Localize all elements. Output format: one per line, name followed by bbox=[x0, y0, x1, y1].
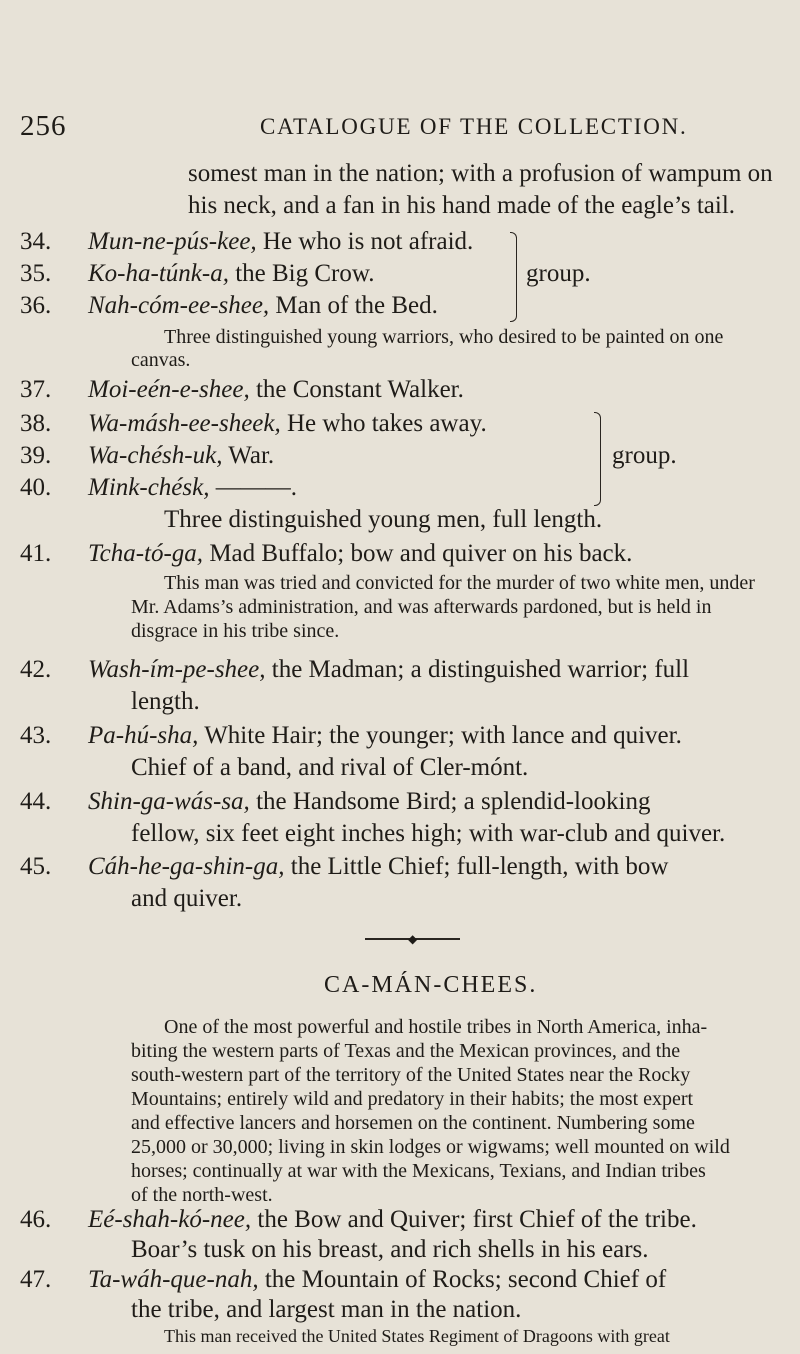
entry-name: Ko-ha-túnk-a, bbox=[88, 260, 229, 287]
entry-line bbox=[88, 722, 682, 750]
entry-number: 36. bbox=[20, 292, 52, 319]
entry-note: This man was tried and convicted for the murder of two white men, under bbox=[164, 572, 755, 594]
entry-note: Mr. Adams’s administration, and was afterwards pardoned, but is held in bbox=[131, 596, 712, 618]
entry-line bbox=[88, 442, 274, 470]
running-title: CATALOGUE OF THE COLLECTION. bbox=[260, 114, 688, 139]
entry-name: Mink-chésk, bbox=[88, 474, 210, 501]
entry-description: Man of the Bed. bbox=[269, 292, 438, 319]
entry-description: the Handsome Bird; a splendid-looking bbox=[249, 788, 651, 815]
section-paragraph-line: Mountains; entirely wild and predatory in their habits; the most expert bbox=[131, 1088, 694, 1110]
entry-name: Nah-cóm-ee-shee, bbox=[88, 292, 270, 319]
section-paragraph-line: One of the most powerful and hostile tribes in North America, inha- bbox=[164, 1016, 708, 1038]
section-paragraph-line: 25,000 or 30,000; living in skin lodges or wigwams; well mounted on wild bbox=[131, 1136, 730, 1158]
entry-number: 35. bbox=[20, 260, 52, 287]
entry-continuation: the tribe, and largest man in the nation. bbox=[131, 1296, 522, 1323]
section-paragraph-line: biting the western parts of Texas and the Mexican provinces, and the bbox=[131, 1040, 681, 1062]
entry-number: 42. bbox=[20, 656, 52, 683]
entry-name: Shin-ga-wás-sa, bbox=[88, 788, 250, 815]
entry-number: 44. bbox=[20, 788, 52, 815]
entry-description: White Hair; the younger; with lance and quiver. bbox=[198, 722, 682, 749]
entry-name: Cáh-he-ga-shin-ga, bbox=[88, 853, 285, 880]
entry-name: Wa-másh-ee-sheek, bbox=[88, 410, 281, 437]
entry-note: This man received the United States Regiment of Dragoons with great bbox=[164, 1326, 670, 1346]
entry-line bbox=[88, 656, 689, 684]
group-brace bbox=[510, 232, 517, 322]
section-paragraph-line: south-western part of the territory of the United States near the Rocky bbox=[131, 1064, 691, 1086]
entry-description: War. bbox=[222, 442, 275, 469]
entry-line bbox=[88, 540, 632, 568]
entry-name: Moi-eén-e-shee, bbox=[88, 376, 250, 403]
entry-continuation: and quiver. bbox=[131, 885, 243, 912]
entry-number: 46. bbox=[20, 1206, 52, 1233]
entry-number: 47. bbox=[20, 1266, 52, 1293]
divider-ornament-icon: ◆ bbox=[408, 932, 418, 946]
entry-note: Three distinguished young warriors, who desired to be painted on one bbox=[164, 326, 724, 348]
entry-name: Pa-hú-sha, bbox=[88, 722, 199, 749]
entry-description: the Constant Walker. bbox=[249, 376, 464, 403]
entry-line bbox=[88, 376, 464, 404]
entry-note: disgrace in his tribe since. bbox=[131, 620, 340, 642]
entry-name: Wash-ím-pe-shee, bbox=[88, 656, 266, 683]
entry-line bbox=[88, 474, 297, 502]
entry-name: Wa-chésh-uk, bbox=[88, 442, 223, 469]
entry-description: the Little Chief; full-length, with bow bbox=[284, 853, 669, 880]
paragraph-line: his neck, and a fan in his hand made of the eagle’s tail. bbox=[188, 192, 736, 219]
entry-note: Three distinguished young men, full length. bbox=[164, 506, 603, 533]
section-paragraph-line: of the north-west. bbox=[131, 1184, 273, 1206]
entry-note: canvas. bbox=[131, 349, 191, 371]
entry-name: Ta-wáh-que-nah, bbox=[88, 1266, 259, 1293]
entry-number: 41. bbox=[20, 540, 52, 567]
entry-description: Mad Buffalo; bow and quiver on his back. bbox=[203, 540, 633, 567]
entry-line bbox=[88, 788, 650, 816]
entry-description: the Mountain of Rocks; second Chief of bbox=[258, 1266, 667, 1293]
entry-line bbox=[88, 1266, 666, 1294]
entry-continuation: length. bbox=[131, 688, 200, 715]
entry-line bbox=[88, 292, 438, 320]
entry-number: 45. bbox=[20, 853, 52, 880]
brace-label: group. bbox=[526, 260, 591, 287]
entry-name: Tcha-tó-ga, bbox=[88, 540, 204, 567]
entry-number: 37. bbox=[20, 376, 52, 403]
entry-number: 38. bbox=[20, 410, 52, 437]
entry-number: 40. bbox=[20, 474, 52, 501]
entry-name: Eé-shah-kó-nee, bbox=[88, 1206, 252, 1233]
entry-number: 34. bbox=[20, 228, 52, 255]
entry-continuation: Chief of a band, and rival of Cler-mónt. bbox=[131, 754, 529, 781]
entry-description: the Madman; a distinguished warrior; full bbox=[265, 656, 690, 683]
entry-number: 43. bbox=[20, 722, 52, 749]
entry-description: the Bow and Quiver; first Chief of the tribe. bbox=[251, 1206, 697, 1233]
entry-description: the Big Crow. bbox=[228, 260, 375, 287]
entry-continuation: fellow, six feet eight inches high; with war-club and quiver. bbox=[131, 820, 726, 847]
entry-line bbox=[88, 1206, 697, 1234]
page-header bbox=[20, 110, 780, 150]
entry-line bbox=[88, 410, 487, 438]
section-paragraph-line: horses; continually at war with the Mexicans, Texians, and Indian tribes bbox=[131, 1160, 706, 1182]
page-number: 256 bbox=[20, 110, 67, 142]
entry-name: Mun-ne-pús-kee, bbox=[88, 228, 257, 255]
entry-description: He who takes away. bbox=[280, 410, 487, 437]
section-title: CA-MÁN-CHEES. bbox=[324, 972, 538, 998]
paragraph-line: somest man in the nation; with a profusion of wampum on bbox=[188, 160, 773, 187]
group-brace bbox=[594, 412, 601, 506]
entry-line bbox=[88, 228, 473, 256]
brace-label: group. bbox=[612, 442, 677, 469]
entry-line bbox=[88, 260, 375, 288]
section-paragraph-line: and effective lancers and horsemen on the continent. Numbering some bbox=[131, 1112, 695, 1134]
entry-description: ———. bbox=[209, 474, 297, 501]
entry-number: 39. bbox=[20, 442, 52, 469]
entry-line bbox=[88, 853, 668, 881]
entry-description: He who is not afraid. bbox=[256, 228, 474, 255]
entry-continuation: Boar’s tusk on his breast, and rich shells in his ears. bbox=[131, 1236, 649, 1263]
